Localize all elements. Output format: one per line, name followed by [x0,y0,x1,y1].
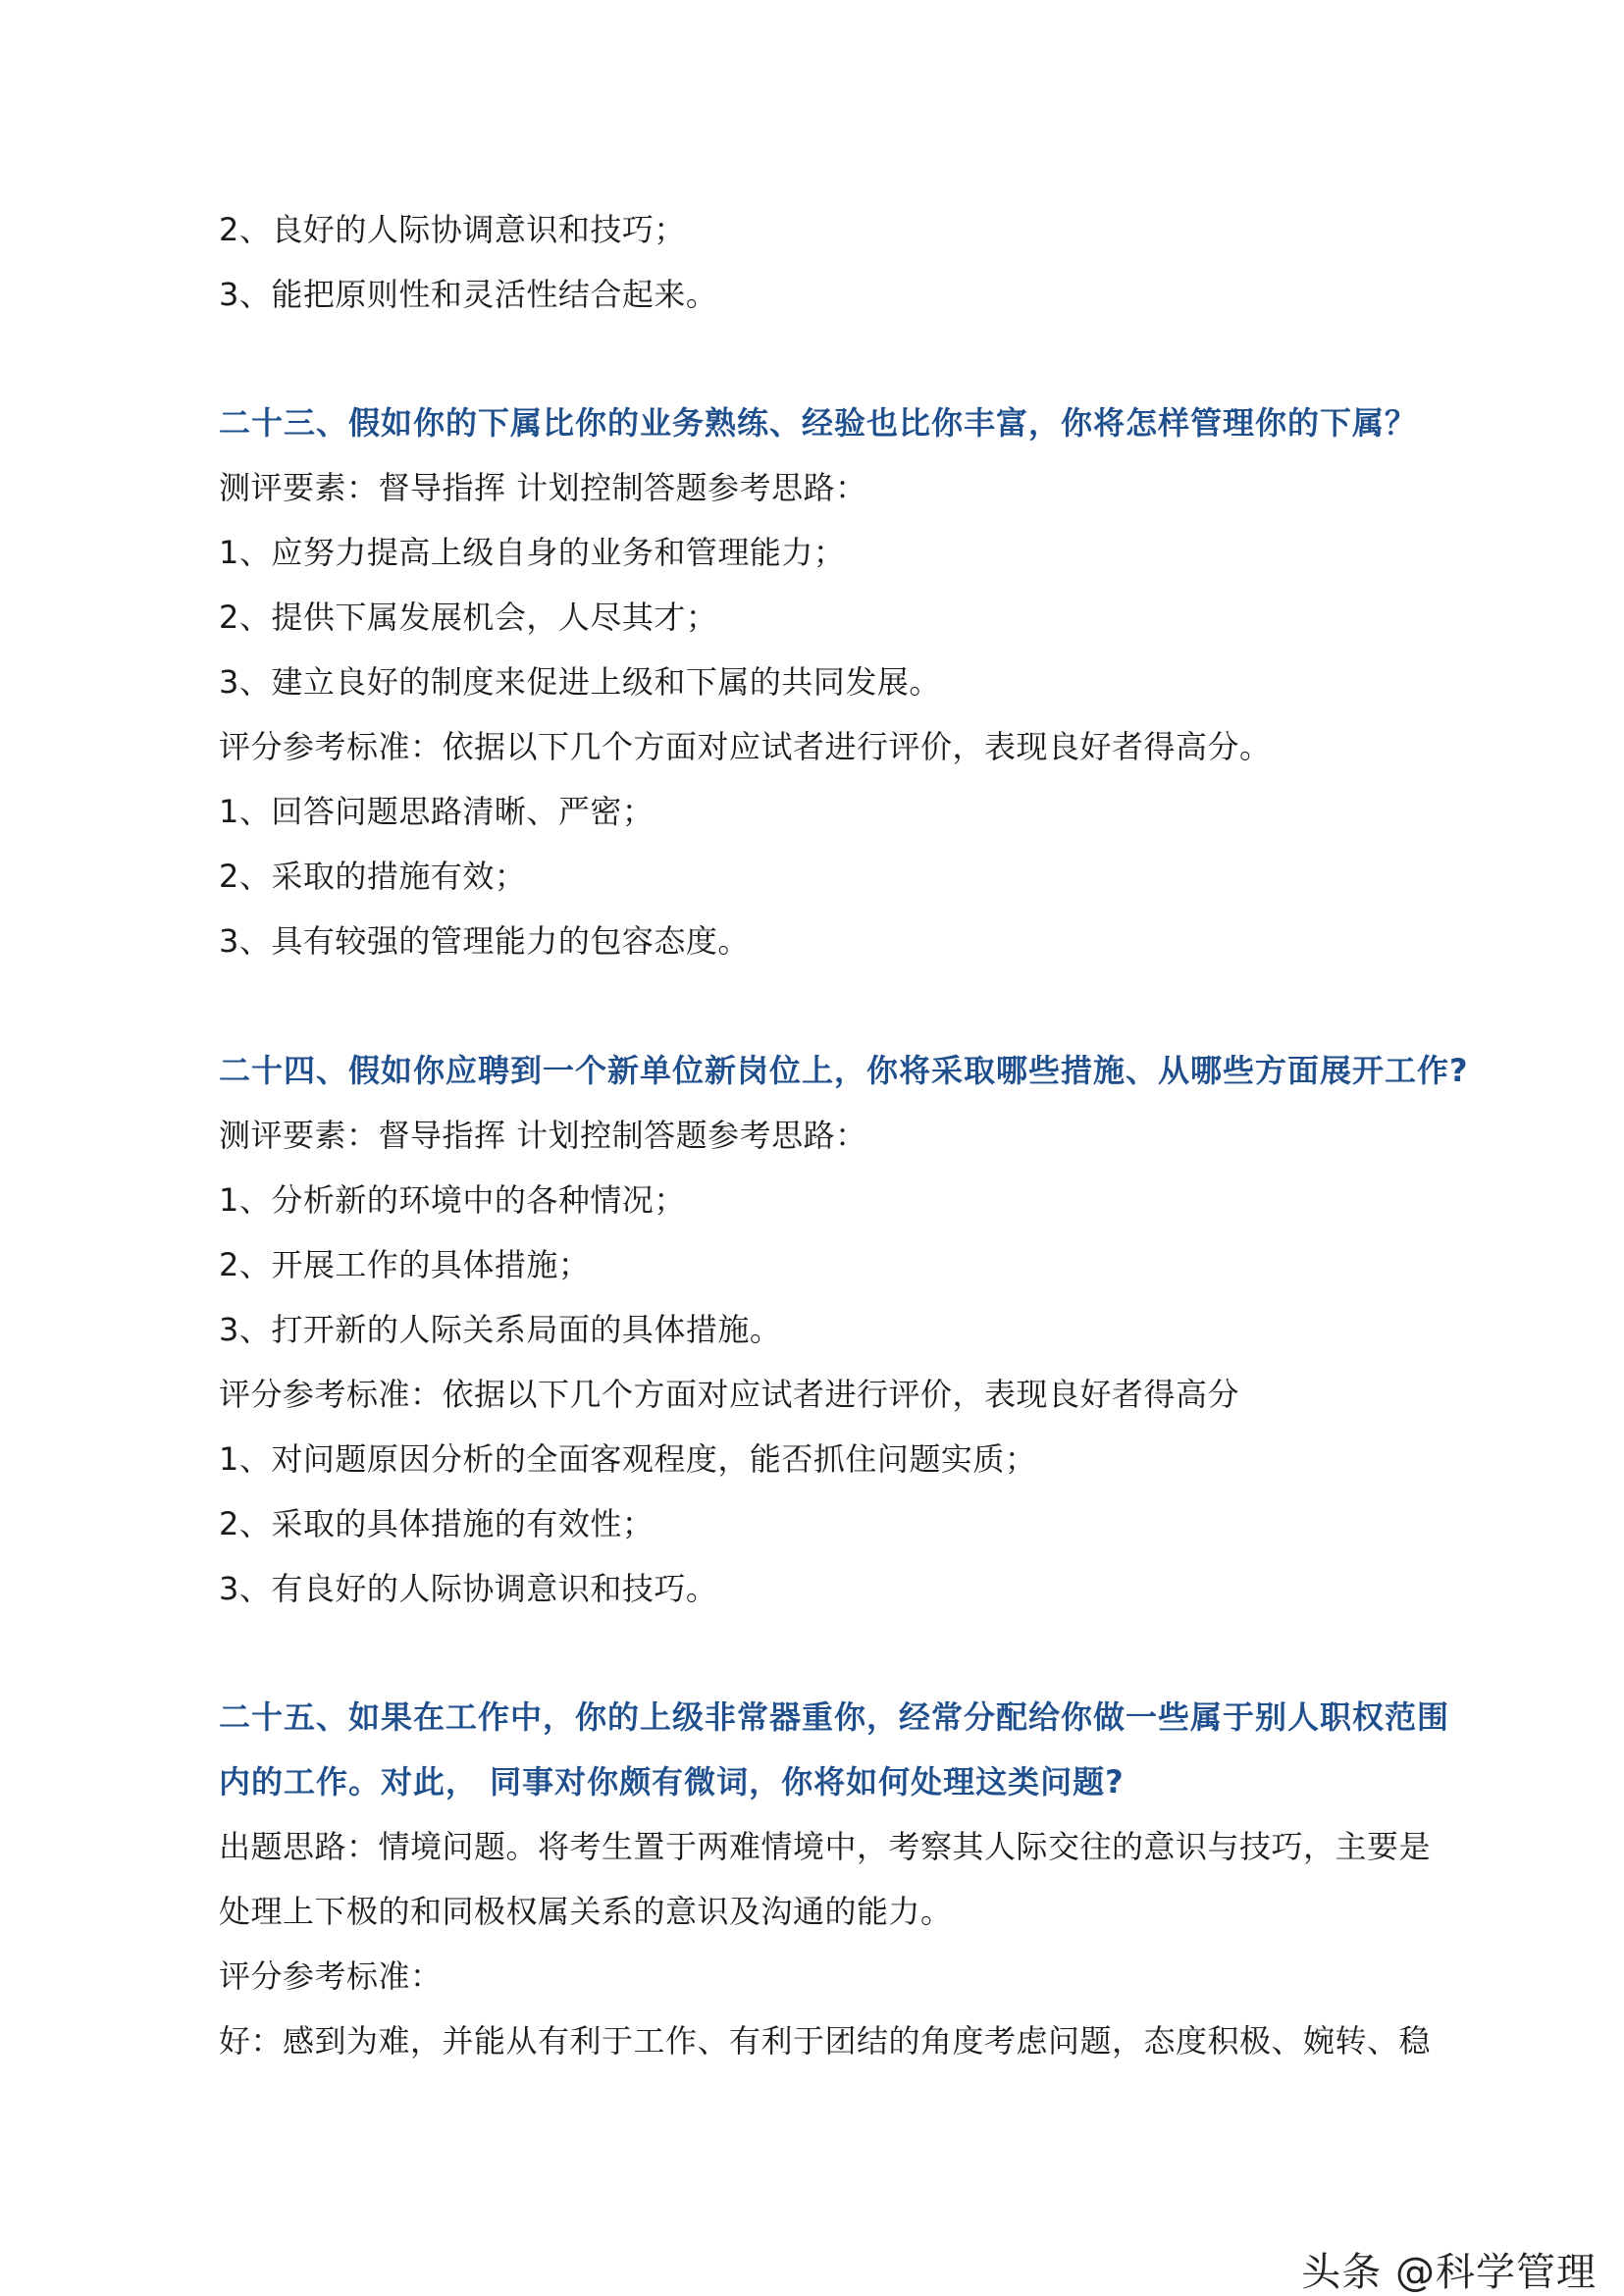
list-item: 1、对问题原因分析的全面客观程度，能否抓住问题实质； [219,1440,1037,1478]
question-idea-line1: 出题思路：情境问题。将考生置于两难情境中，考察其人际交往的意识与技巧，主要是 [219,1828,1432,1865]
assessment-elements: 测评要素：督导指挥 计划控制答题参考思路： [219,469,867,506]
list-item: 1、回答问题思路清晰、严密； [219,793,655,830]
list-item: 1、应努力提高上级自身的业务和管理能力； [219,534,846,571]
question-24-title: 二十四、假如你应聘到一个新单位新岗位上，你将采取哪些措施、从哪些方面展开工作? [219,1052,1469,1089]
list-item: 3、能把原则性和灵活性结合起来。 [219,276,718,313]
scoring-criteria: 评分参考标准：依据以下几个方面对应试者进行评价，表现良好者得高分 [219,1376,1240,1413]
list-item: 2、开展工作的具体措施； [219,1246,591,1283]
scoring-criteria: 评分参考标准： [219,1957,443,1995]
list-item: 2、采取的措施有效； [219,858,527,895]
scoring-criteria: 评分参考标准：依据以下几个方面对应试者进行评价，表现良好者得高分。 [219,728,1272,765]
source-watermark: 头条 @科学管理 [1301,2250,1597,2295]
list-item: 3、打开新的人际关系局面的具体措施。 [219,1311,782,1348]
list-item: 2、采取的具体措施的有效性； [219,1505,655,1542]
list-item: 3、有良好的人际协调意识和技巧。 [219,1570,718,1607]
list-item: 2、提供下属发展机会，人尽其才； [219,599,718,636]
question-25-title-line2: 内的工作。对此， 同事对你颇有微词，你将如何处理这类问题? [219,1763,1125,1800]
question-25-title-line1: 二十五、如果在工作中，你的上级非常器重你，经常分配给你做一些属于别人职权范围 [219,1698,1450,1736]
question-23-title: 二十三、假如你的下属比你的业务熟练、经验也比你丰富，你将怎样管理你的下属？ [219,404,1418,442]
assessment-elements: 测评要素：督导指挥 计划控制答题参考思路： [219,1117,867,1154]
list-item: 2、良好的人际协调意识和技巧； [219,211,686,248]
list-item: 1、分析新的环境中的各种情况； [219,1181,686,1219]
good-criteria: 好：感到为难，并能从有利于工作、有利于团结的角度考虑问题，态度积极、婉转、稳 [219,2022,1432,2060]
list-item: 3、建立良好的制度来促进上级和下属的共同发展。 [219,663,941,701]
list-item: 3、具有较强的管理能力的包容态度。 [219,922,750,960]
question-idea-line2: 处理上下极的和同极权属关系的意识及沟通的能力。 [219,1893,953,1930]
